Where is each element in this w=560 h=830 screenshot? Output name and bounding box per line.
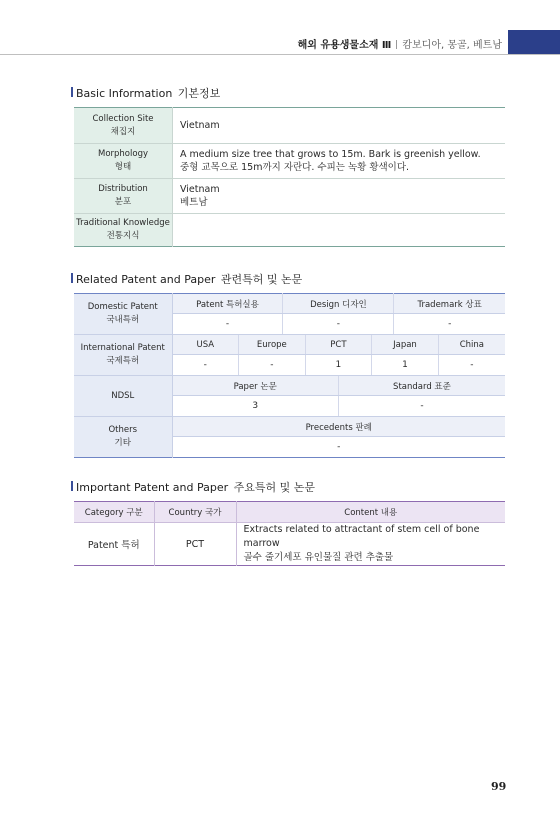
value-line-1: A medium size tree that grows to 15m. Bark is greenish yellow. [180, 149, 481, 160]
table-cell: PCT [154, 523, 236, 566]
label-ko: 전통지식 [106, 231, 140, 241]
label-en: Collection Site [92, 113, 154, 124]
header-running-title [298, 36, 502, 51]
table-row [74, 179, 505, 214]
column-header: USA [172, 335, 239, 355]
row-value [173, 144, 506, 179]
row-label-international [74, 335, 172, 376]
row-label-ndsl: NDSL [74, 376, 172, 417]
row-value [173, 108, 506, 144]
label-en: International Patent [80, 343, 165, 353]
section-title-important [74, 479, 315, 495]
label-ko: 기타 [114, 438, 131, 448]
column-header: Category 구분 [74, 502, 154, 523]
table-row [74, 523, 505, 566]
label-en: Domestic Patent [87, 302, 158, 312]
row-label [74, 214, 173, 247]
column-header: China [438, 335, 505, 355]
section-title-basic-en: Basic Information [76, 87, 173, 100]
label-en: Distribution [98, 184, 148, 194]
value-line-2: 중형 교목으로 15m까지 자란다. 수피는 녹황 황색이다. [180, 162, 410, 173]
basic-info-table [74, 107, 505, 247]
header-countries: 캄보디아, 몽골, 베트남 [402, 40, 502, 51]
row-value [173, 179, 506, 214]
label-ko: 채집지 [110, 126, 136, 137]
table-cell: - [338, 396, 505, 417]
page-number: 99 [491, 780, 507, 793]
header-book-title: 해외 유용생물소재 Ⅲ [297, 40, 392, 51]
table-row [74, 144, 505, 179]
important-patent-table [74, 501, 505, 566]
label-ko: 형태 [114, 162, 132, 172]
column-header: PCT [305, 335, 372, 355]
related-patent-table [74, 293, 505, 458]
table-row [74, 417, 505, 437]
table-cell: - [239, 355, 306, 376]
table-row [74, 108, 505, 144]
row-label-domestic [74, 294, 172, 335]
row-label-others [74, 417, 172, 458]
column-header: Patent 특허실용 [172, 294, 283, 314]
table-row [74, 214, 505, 247]
section-title-related [74, 271, 302, 287]
table-cell: - [394, 314, 505, 335]
section-title-related-en: Related Patent and Paper [76, 273, 216, 286]
header-color-tab [508, 30, 560, 54]
table-row [74, 502, 505, 523]
table-row [74, 294, 505, 314]
row-label [74, 108, 173, 144]
table-cell: 1 [372, 355, 439, 376]
header-rule [0, 54, 560, 55]
row-value [173, 214, 506, 247]
column-header: Standard 표준 [338, 376, 505, 396]
table-cell: - [172, 355, 239, 376]
column-header: Country 국가 [154, 502, 236, 523]
table-cell: - [283, 314, 394, 335]
column-header: Japan [372, 335, 439, 355]
value-line-1: Vietnam [180, 120, 220, 131]
content-line-1: Extracts related to attractant of stem cell of bone marrow [243, 524, 480, 549]
table-cell: 3 [172, 396, 338, 417]
column-header: Content 내용 [236, 502, 505, 523]
column-header: Europe [239, 335, 306, 355]
column-header: Paper 논문 [172, 376, 338, 396]
table-cell: - [337, 442, 341, 452]
column-header: Design 디자인 [283, 294, 394, 314]
table-cell [236, 523, 505, 566]
value-line-2: 베트남 [180, 197, 208, 208]
column-header: Trademark 상표 [394, 294, 505, 314]
label-en: Morphology [98, 149, 148, 159]
table-row [74, 335, 505, 355]
table-cell: - [172, 314, 283, 335]
value-line-1: Vietnam [180, 184, 220, 195]
label-en: Traditional Knowledge [76, 218, 170, 228]
content-line-2: 골수 줄기세포 유인물질 관련 추출물 [243, 552, 394, 563]
table-cell: - [438, 355, 505, 376]
page-header [0, 0, 560, 57]
table-row [74, 376, 505, 396]
section-title-basic [74, 85, 220, 101]
section-title-related-ko: 관련특허 및 논문 [220, 273, 303, 286]
header-separator [396, 40, 397, 49]
label-ko: 국제특허 [106, 356, 140, 366]
row-label [74, 179, 173, 214]
section-title-important-ko: 주요특허 및 논문 [233, 481, 315, 494]
label-ko: 분포 [114, 197, 132, 207]
label-ko: 국내특허 [106, 315, 140, 325]
row-label [74, 144, 173, 179]
label-en: Others [108, 425, 138, 435]
section-title-important-en: Important Patent and Paper [76, 481, 229, 494]
table-cell: 1 [305, 355, 372, 376]
table-cell: Patent 특허 [74, 523, 154, 566]
section-title-basic-ko: 기본정보 [177, 87, 221, 100]
column-header: Precedents 판례 [172, 417, 505, 437]
